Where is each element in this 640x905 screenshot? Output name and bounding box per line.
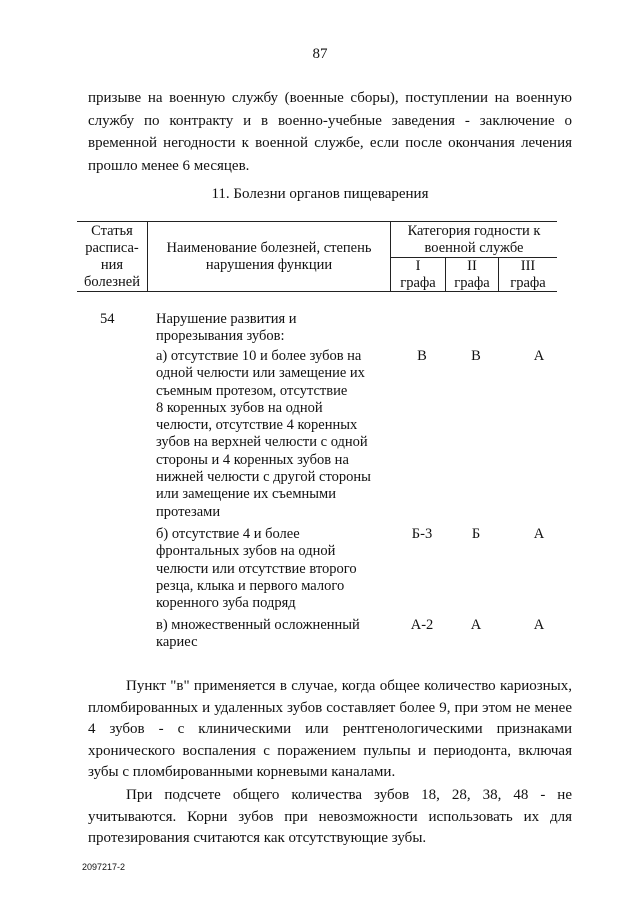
page-number: 87 <box>312 46 328 62</box>
item-b-description: б) отсутствие 4 и более фронтальных зубов на одной челюсти или отсутствие второго резца, клыка и первого малого коренного зуба подряд <box>156 526 357 612</box>
header-graf-3: III графа <box>510 258 546 291</box>
table-top-rule <box>77 221 557 222</box>
item-v-description: в) множественный осложненный кариес <box>156 617 360 651</box>
intro-paragraph <box>88 87 572 177</box>
note-paragraph-1 <box>88 676 572 784</box>
note-line: При подсчете общего количества зубов 18, 28, 38, 48 - не <box>126 787 572 803</box>
item-a-cat3: А <box>533 348 545 364</box>
section-title: 11. Болезни органов пищеварения <box>211 186 429 202</box>
header-graf-2: II графа <box>454 258 490 291</box>
item-b-cat2: Б <box>471 526 481 542</box>
note-line: учитываются. Корни зубов при невозможности использовать их для <box>88 808 572 825</box>
note-line: зубы с пломбированными корневыми каналами. <box>88 764 396 780</box>
note-line: хронического воспаления с поражением пульпы и периодонта, включая <box>88 742 572 759</box>
item-b-cat3: А <box>533 526 545 542</box>
header-category: Категория годности к военной службе <box>407 223 541 256</box>
item-a-cat2: В <box>471 348 481 364</box>
note-paragraph-2 <box>88 785 572 850</box>
header-article: Статья расписа- ния болезней <box>84 223 140 290</box>
article-number: 54 <box>100 311 115 327</box>
item-v-cat2: А <box>470 617 482 633</box>
item-v-cat1: А-2 <box>410 617 434 633</box>
item-a-description: а) отсутствие 10 и более зубов на одной челюсти или замещение их съемным протезом, отсутствие 8 коренных зубов на одной челюсти, отсутствие 4 коренных зубов на верхней челюсти с одной стороны и 4 коренных зубов на нижней челюсти с другой стороны или замещение их съемными протезами <box>156 348 371 520</box>
article-title: Нарушение развития и прорезывания зубов: <box>156 311 297 345</box>
note-line: 4 зубов - с клиническими или рентгенологическими признаками <box>88 721 572 737</box>
intro-line: прошло менее 6 месяцев. <box>88 157 250 174</box>
intro-line: службу по контракту и в военно-учебные заведения - заключение о <box>88 112 572 129</box>
note-line: пломбированных и удаленных зубов составляет более 9, при этом не менее <box>88 699 572 716</box>
item-a-cat1: В <box>417 348 427 364</box>
item-v-cat3: А <box>533 617 545 633</box>
table-header <box>77 221 557 291</box>
header-disease-name: Наименование болезней, степень нарушения функции <box>166 240 372 273</box>
intro-line: временной негодности к военной службе, если после окончания лечения <box>88 135 572 151</box>
item-b-cat1: Б-3 <box>411 526 433 542</box>
header-graf-1: I графа <box>400 258 436 291</box>
footer-code: 2097217-2 <box>82 862 126 872</box>
note-line: протезирования считаются как отсутствующие зубы. <box>88 830 427 846</box>
note-line: Пункт "в" применяется в случае, когда общее количество кариозных, <box>126 678 572 694</box>
intro-line: призыве на военную службу (военные сборы), поступлении на военную <box>88 90 572 106</box>
